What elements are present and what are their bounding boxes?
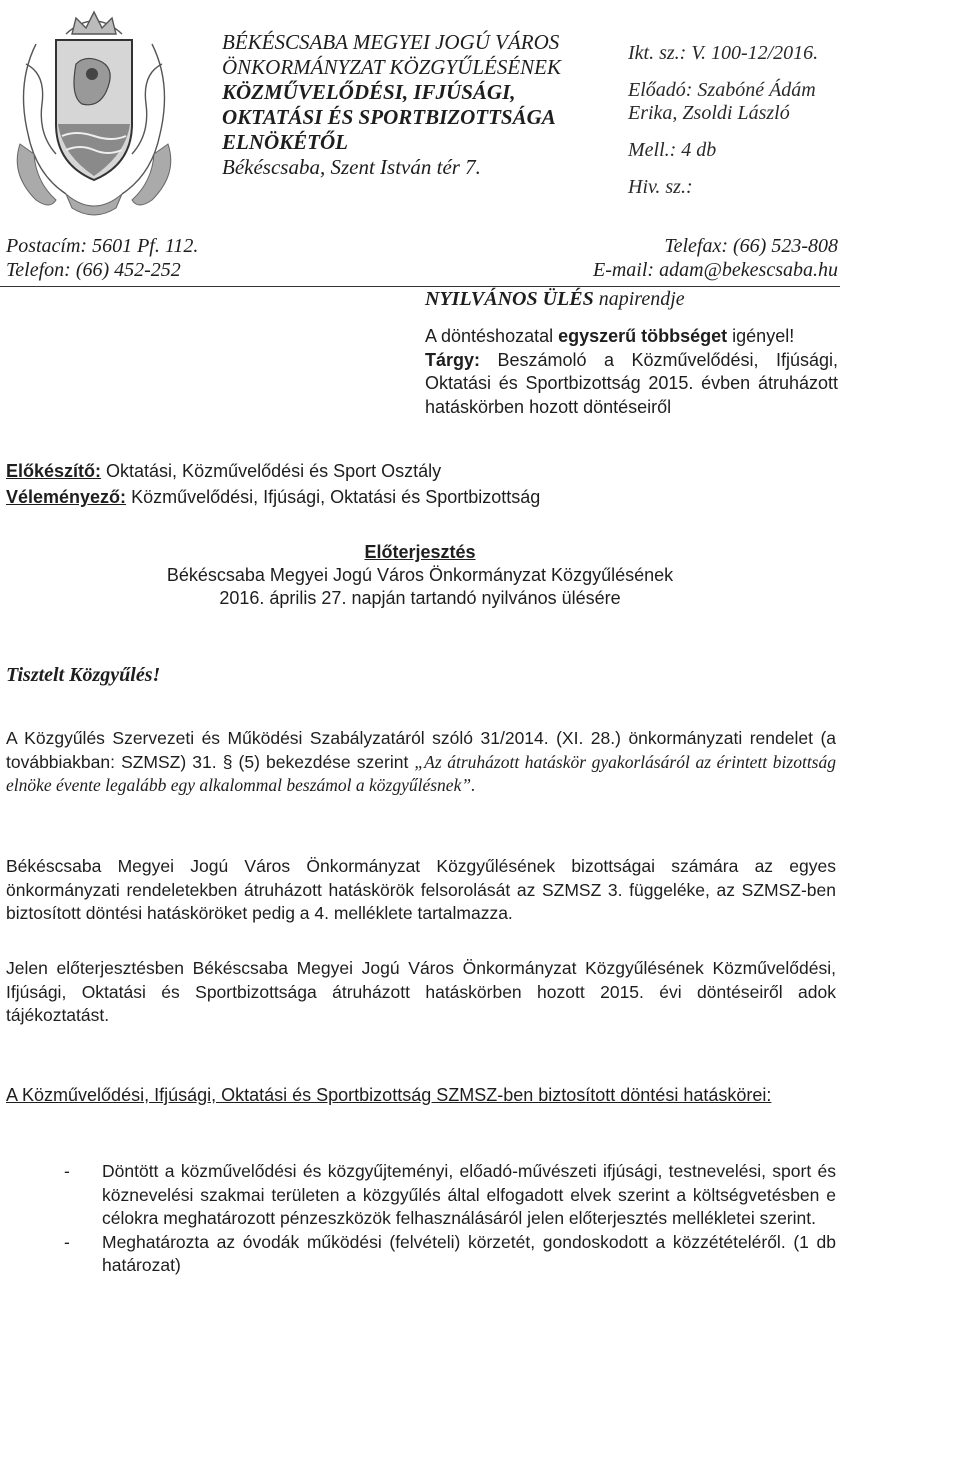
subject-label: Tárgy:: [425, 349, 481, 370]
reviewer-value: Közművelődési, Ifjúsági, Oktatási és Sportbizottság: [126, 487, 541, 507]
header-divider: [0, 286, 840, 287]
vote-pre: A döntéshozatal: [425, 326, 559, 346]
list-item: [6, 1231, 836, 1278]
attachments-count: Mell.: 4 db: [628, 139, 717, 161]
vote-requirement: [425, 325, 838, 349]
preparer-label: Előkészítő:: [6, 461, 102, 481]
reference-block: [628, 42, 818, 199]
issuer-line: BÉKÉSCSABA MEGYEI JOGÚ VÁROS: [222, 30, 560, 54]
subject: [425, 349, 838, 420]
list-marker: -: [64, 1161, 70, 1181]
phone-number: Telefon: (66) 452-252: [6, 259, 181, 281]
reviewer-line: [6, 484, 540, 510]
related-number: Hiv. sz.:: [628, 176, 693, 198]
email-address: E-mail: adam@bekescsaba.hu: [592, 259, 838, 281]
paragraph-1-quote: „Az átruházott hatáskör gyakorlásáról az érintett bizottság elnöke évente legalább egy alkalommal beszámol a közgyűlésnek”.: [6, 751, 836, 795]
issuer-line: ÖNKORMÁNYZAT KÖZGYŰLÉSÉNEK: [222, 55, 561, 79]
contact-left: [6, 234, 198, 282]
presenter-line: Előadó: Szabóné Ádám: [628, 79, 816, 101]
list-item-text: Döntött a közművelődési és közgyűjteményi, előadó-művészeti ifjúsági, testnevelési, sport és köznevelési szakmai területen a közgyűlés által elfogadott elvek szerint a költségvetésben e célokra meghatározott pénzeszközök felhasználásáról jelen előterjesztés mellékletei szerint.: [102, 1161, 836, 1228]
preparer-line: [6, 458, 540, 484]
city-coat-of-arms-icon: [6, 4, 182, 222]
postal-address: Postacím: 5601 Pf. 112.: [6, 235, 199, 257]
powers-list: [6, 1160, 836, 1278]
list-marker: -: [64, 1231, 70, 1252]
session-type-rest: napirendje: [593, 288, 685, 310]
paragraph-1-text: A Közgyűlés Szervezeti és Működési Szabályzatáról szóló 31/2014. (XI. 28.) önkormányzati rendelet (a továbbiakban: SZMSZ) 31. § (5) bekezdése szerint: [6, 728, 836, 772]
proposal-heading: [0, 541, 840, 610]
proposal-title: Előterjesztés: [364, 542, 476, 562]
proposal-line: 2016. április 27. napján tartandó nyilvános ülésére: [219, 588, 621, 608]
paragraph-3: Jelen előterjesztésben Békéscsaba Megyei Jogú Város Önkormányzat Közgyűlésének Közművelődési, Ifjúsági, Oktatási és Sportbizottsága átruházott hatáskörben hozott 2015. évi döntéseiről adok tájékoztatást.: [6, 958, 836, 1025]
fax-number: Telefax: (66) 523-808: [664, 235, 838, 257]
vote-bold: egyszerű többséget: [558, 326, 728, 346]
presenter-line: Erika, Zsoldi László: [628, 102, 790, 124]
preparer-block: [6, 458, 540, 510]
vote-post: igényel!: [727, 326, 795, 346]
paragraph-2: Békéscsaba Megyei Jogú Város Önkormányzat Közgyűlésének bizottságai számára az egyes önkormányzati rendeletekben átruházott hatáskörök felsorolását az SZMSZ 3. függeléke, az SZMSZ-ben biztosított döntési hatásköröket pedig a 4. melléklete tartalmazza.: [6, 856, 836, 923]
contact-right: [593, 234, 838, 282]
session-type: [425, 288, 685, 311]
section-heading: A Közművelődési, Ifjúsági, Oktatási és Sportbizottság SZMSZ-ben biztosított döntési hatáskörei:: [6, 1085, 772, 1105]
paragraph-1: [6, 727, 836, 798]
issuer-line: OKTATÁSI ÉS SPORTBIZOTTSÁGA: [222, 105, 556, 129]
greeting: Tisztelt Közgyűlés!: [6, 664, 161, 686]
subject-text: Beszámoló a Közművelődési, Ifjúsági, Oktatási és Sportbizottság 2015. évben átruházott hatáskörben hozott döntéseiről: [425, 349, 838, 417]
issuer-line: KÖZMŰVELŐDÉSI, IFJÚSÁGI,: [222, 80, 516, 104]
reviewer-label: Véleményező:: [6, 487, 127, 507]
reference-number: Ikt. sz.: V. 100-12/2016.: [628, 42, 819, 64]
subject-box: [425, 325, 838, 419]
issuer-address: Békéscsaba, Szent István tér 7.: [222, 155, 481, 179]
proposal-line: Békéscsaba Megyei Jogú Város Önkormányzat Közgyűlésének: [166, 565, 674, 585]
list-item: [6, 1160, 836, 1231]
issuer-line: ELNÖKÉTŐL: [222, 130, 348, 154]
issuer-block: [222, 30, 561, 180]
session-type-bold: NYILVÁNOS ÜLÉS: [425, 288, 594, 310]
preparer-value: Oktatási, Közművelődési és Sport Osztály: [101, 461, 442, 481]
list-item-text: Meghatározta az óvodák működési (felvételi) körzetét, gondoskodott a közzétételéről. (1 db határozat): [102, 1231, 836, 1275]
